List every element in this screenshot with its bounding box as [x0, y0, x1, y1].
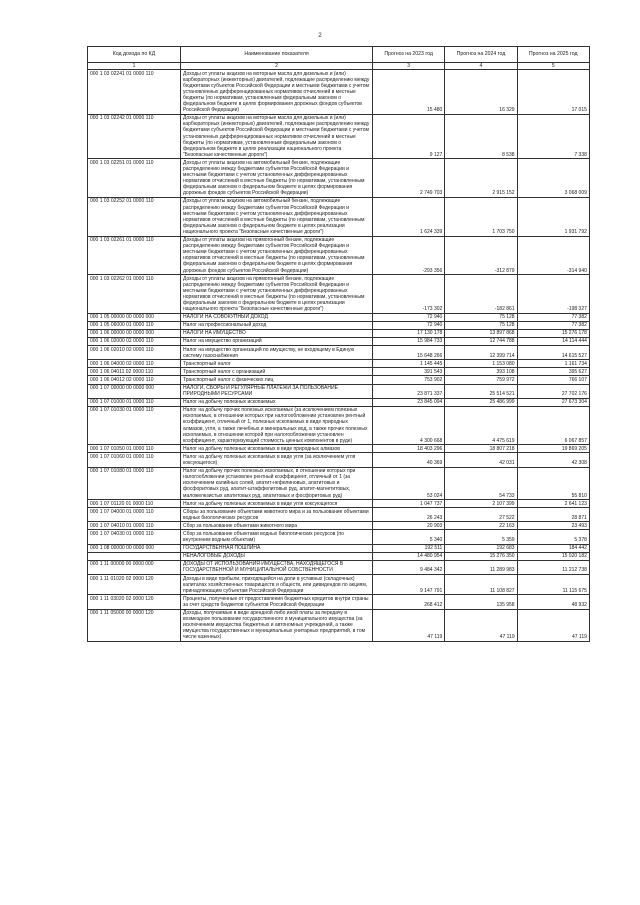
row-forecast-2024: 42 031 [445, 453, 517, 467]
row-forecast-2024: 75 128 [445, 313, 517, 321]
table-row [88, 575, 590, 595]
row-forecast-2023: 1 145 445 [373, 360, 445, 368]
row-forecast-2025: 27 673 304 [517, 398, 589, 406]
table-row [88, 595, 590, 609]
row-code: 000 1 07 01120 01 0000 110 [88, 500, 181, 508]
row-forecast-2025: 15 020 182 [517, 552, 589, 560]
row-code: 000 1 07 01050 01 0000 110 [88, 445, 181, 453]
row-forecast-2023: -293 356 [373, 236, 445, 275]
row-name: Налог на добычу полезных ископаемых в виде угля коксующегося [181, 500, 373, 508]
row-code: 000 1 06 02010 02 0000 110 [88, 346, 181, 360]
row-forecast-2025: 47 119 [517, 609, 589, 641]
row-name: Доходы от уплаты акцизов на прямогонный бензин, подлежащие распределению между бюджетами субъектов Российской Федерации и местными бюджетами с учетом установленных дифференцированных нормативов отчислений в местные бюджеты (по нормативам, установленным федеральным законом о федеральном бюджете в целях формирования дорожных фондов субъектов Российской Федерации) [181, 236, 373, 275]
table-row [88, 552, 590, 560]
table-row [88, 313, 590, 321]
column-index: 5 [517, 63, 589, 70]
row-name: Доходы от уплаты акцизов на прямогонный бензин, подлежащие распределению между бюджетами субъектов Российской Федерации и местными бюджетами с учетом установленных дифференцированных нормативов отчислений в местные бюджеты (по нормативам, установленным федеральным законом о федеральном бюджете в целях реализации национального проекта "Безопасные качественные дороги") [181, 275, 373, 314]
table-row [88, 522, 590, 530]
row-forecast-2024: 192 683 [445, 544, 517, 552]
table-row [88, 467, 590, 499]
row-name: Проценты, полученные от предоставления бюджетных кредитов внутри страны за счет средств бюджетов субъектов Российской Федерации [181, 595, 373, 609]
table-row [88, 70, 590, 115]
row-forecast-2025: 11 115 675 [517, 575, 589, 595]
table-row [88, 609, 590, 641]
row-forecast-2023: 9 147 791 [373, 575, 445, 595]
row-forecast-2023: 15 648 266 [373, 346, 445, 360]
row-forecast-2023: 391 543 [373, 368, 445, 376]
row-code: 000 1 08 00000 00 0000 000 [88, 544, 181, 552]
header-code: Код дохода по КД [88, 47, 181, 63]
row-code: 000 1 07 04030 01 0000 110 [88, 530, 181, 544]
row-code: 000 1 11 03020 02 0000 120 [88, 595, 181, 609]
row-name: Налог на имущество организаций [181, 337, 373, 345]
row-name: Сбор за пользование объектами водных биологических ресурсов (по внутренним водным объектам) [181, 530, 373, 544]
row-code: 000 1 07 04010 01 0000 110 [88, 522, 181, 530]
row-forecast-2023: 40 369 [373, 453, 445, 467]
row-code: 000 1 06 04011 02 0000 110 [88, 368, 181, 376]
row-forecast-2025: 5 378 [517, 530, 589, 544]
row-code: 000 1 07 01030 01 0000 110 [88, 406, 181, 445]
row-forecast-2024: 11 108 827 [445, 575, 517, 595]
page-number: 2 [318, 33, 322, 39]
table-row [88, 360, 590, 368]
row-forecast-2023: 17 130 178 [373, 329, 445, 337]
table-row [88, 508, 590, 522]
table-row [88, 560, 590, 574]
row-code: 000 1 03 02242 01 0000 110 [88, 114, 181, 159]
row-forecast-2024: 2 915 152 [445, 159, 517, 198]
row-forecast-2024: 12 399 714 [445, 346, 517, 360]
row-forecast-2023: 192 511 [373, 544, 445, 552]
row-forecast-2024: 135 958 [445, 595, 517, 609]
row-forecast-2025: 1 931 792 [517, 197, 589, 236]
table-row [88, 346, 590, 360]
table-row [88, 445, 590, 453]
row-forecast-2025: 28 871 [517, 508, 589, 522]
table-row [88, 197, 590, 236]
row-forecast-2024: 1 703 750 [445, 197, 517, 236]
row-name: НАЛОГИ НА ИМУЩЕСТВО [181, 329, 373, 337]
row-code: 000 1 06 04000 02 0000 110 [88, 360, 181, 368]
table-row [88, 329, 590, 337]
row-name: Доходы от уплаты акцизов на автомобильный бензин, подлежащие распределению между бюджетами субъектов Российской Федерации и местными бюджетами с учетом установленных дифференцированных нормативов отчислений в местные бюджеты (по нормативам, установленным федеральным законом о федеральном бюджете в целях формирования дорожных фондов субъектов Российской Федерации) [181, 159, 373, 198]
table-row [88, 376, 590, 384]
row-forecast-2024: 4 475 619 [445, 406, 517, 445]
row-forecast-2024: 12 744 788 [445, 337, 517, 345]
row-forecast-2023: 9 127 [373, 114, 445, 159]
row-code: 000 1 06 02000 02 0000 110 [88, 337, 181, 345]
row-forecast-2024: 15 276 350 [445, 552, 517, 560]
table-row [88, 384, 590, 398]
row-forecast-2025: 77 382 [517, 313, 589, 321]
row-code: 000 1 03 02252 01 0000 110 [88, 197, 181, 236]
row-forecast-2024: 75 128 [445, 321, 517, 329]
row-name: ДОХОДЫ ОТ ИСПОЛЬЗОВАНИЯ ИМУЩЕСТВА, НАХОДЯЩЕГОСЯ В ГОСУДАРСТВЕННОЙ И МУНИЦИПАЛЬНОЙ СОБСТВЕННОСТИ [181, 560, 373, 574]
row-code: 000 1 03 02241 01 0000 110 [88, 70, 181, 115]
table-row [88, 114, 590, 159]
row-name: Доходы, получаемые в виде арендной либо иной платы за передачу в возмездное пользование государственного и муниципального имущества (за исключением имущества бюджетных и автономных учреждений, а также имущества государственных и муниципальных унитарных предприятий, в том числе казенных) [181, 609, 373, 641]
row-code: 000 1 07 01080 01 0000 110 [88, 467, 181, 499]
column-index: 3 [373, 63, 445, 70]
row-forecast-2025: 23 493 [517, 522, 589, 530]
table-row [88, 398, 590, 406]
row-forecast-2024: 16 329 [445, 70, 517, 115]
row-forecast-2024: 393 108 [445, 368, 517, 376]
row-forecast-2024: 5 359 [445, 530, 517, 544]
table-row [88, 500, 590, 508]
row-forecast-2024: 1 153 080 [445, 360, 517, 368]
row-forecast-2023: 20 903 [373, 522, 445, 530]
row-code: 000 1 07 01060 01 0000 110 [88, 453, 181, 467]
row-forecast-2025: 7 338 [517, 114, 589, 159]
row-forecast-2025: 15 276 178 [517, 329, 589, 337]
row-forecast-2023: 26 243 [373, 508, 445, 522]
row-forecast-2024: 27 522 [445, 508, 517, 522]
row-code: 000 1 06 00000 00 0000 000 [88, 329, 181, 337]
row-forecast-2023: 15 984 733 [373, 337, 445, 345]
row-name: Налог на профессиональный доход [181, 321, 373, 329]
row-name: Доходы от уплаты акцизов на моторные масла для дизельных и (или) карбюраторных (инжекторных) двигателей, подлежащие распределению между бюджетами субъектов Российской Федерации и местными бюджетами с учетом установленных дифференцированных нормативов отчислений в местные бюджеты (по нормативам, установленным федеральным законом о федеральном бюджете в целях реализации национального проекта "Безопасные качественные дороги") [181, 114, 373, 159]
row-forecast-2024: 22 163 [445, 522, 517, 530]
table-header-row [88, 47, 590, 63]
header-name: Наименование показателя [181, 47, 373, 63]
column-index: 1 [88, 63, 181, 70]
row-forecast-2023: 1 047 737 [373, 500, 445, 508]
row-forecast-2025: -314 940 [517, 236, 589, 275]
header-forecast-2025: Прогноз на 2025 год [517, 47, 589, 63]
row-forecast-2025: 395 627 [517, 368, 589, 376]
row-forecast-2025: 1 161 734 [517, 360, 589, 368]
row-name: Налог на добычу полезных ископаемых в виде угля (за исключением угля коксующегося) [181, 453, 373, 467]
row-name: НАЛОГИ, СБОРЫ И РЕГУЛЯРНЫЕ ПЛАТЕЖИ ЗА ПОЛЬЗОВАНИЕ ПРИРОДНЫМИ РЕСУРСАМИ [181, 384, 373, 398]
row-forecast-2023: 268 412 [373, 595, 445, 609]
row-code: 000 1 07 00000 00 0000 000 [88, 384, 181, 398]
table-row [88, 337, 590, 345]
row-code: 000 1 03 02262 01 0000 110 [88, 275, 181, 314]
row-forecast-2025: 14 615 527 [517, 346, 589, 360]
table-row [88, 159, 590, 198]
row-forecast-2023: 14 480 954 [373, 552, 445, 560]
row-forecast-2025: 6 067 857 [517, 406, 589, 445]
row-name: Налог на добычу прочих полезных ископаемых (за исключением полезных ископаемых, в отношении которых при налогообложении установлен рентный коэффициент, отличный от 1, полезных ископаемых в виде природных алмазов, угля, а также лечебных и минеральных вод, а также прочих полезных ископаемых, в отношении которой при налогообложении установлен коэффициент, характеризующий стоимость ценных компонентов в руде) [181, 406, 373, 445]
column-index: 4 [445, 63, 517, 70]
row-forecast-2025: 48 932 [517, 595, 589, 609]
table-row [88, 236, 590, 275]
row-forecast-2023: 1 624 339 [373, 197, 445, 236]
row-forecast-2025: 55 810 [517, 467, 589, 499]
table-row [88, 530, 590, 544]
row-code: 000 1 07 01000 01 0000 110 [88, 398, 181, 406]
row-forecast-2023: 2 749 703 [373, 159, 445, 198]
table-row [88, 321, 590, 329]
row-name: Транспортный налог с физических лиц [181, 376, 373, 384]
row-forecast-2025: 17 015 [517, 70, 589, 115]
row-name: Доходы от уплаты акцизов на автомобильный бензин, подлежащие распределению между бюджетами субъектов Российской Федерации и местными бюджетами с учетом установленных дифференцированных нормативов отчислений в местные бюджеты (по нормативам, установленным федеральным законом о федеральном бюджете в целях реализации национального проекта "Безопасные качественные дороги") [181, 197, 373, 236]
row-forecast-2024: 11 289 983 [445, 560, 517, 574]
table-row [88, 275, 590, 314]
row-forecast-2025: 77 382 [517, 321, 589, 329]
row-forecast-2024: 47 119 [445, 609, 517, 641]
row-name: Транспортный налог с организаций [181, 368, 373, 376]
row-code: 000 1 07 04000 01 0000 110 [88, 508, 181, 522]
row-forecast-2024: 2 107 399 [445, 500, 517, 508]
row-forecast-2025: 42 308 [517, 453, 589, 467]
row-forecast-2025: 11 212 738 [517, 560, 589, 574]
row-name: Сборы за пользование объектами животного мира и за пользование объектами водных биологических ресурсов [181, 508, 373, 522]
row-forecast-2024: 8 538 [445, 114, 517, 159]
column-index-row [88, 63, 590, 70]
row-code: 000 1 11 05000 00 0000 120 [88, 609, 181, 641]
row-forecast-2025: -198 327 [517, 275, 589, 314]
row-forecast-2023: -173 302 [373, 275, 445, 314]
table-row [88, 406, 590, 445]
row-forecast-2025: 3 068 009 [517, 159, 589, 198]
column-index: 2 [181, 63, 373, 70]
row-forecast-2023: 753 902 [373, 376, 445, 384]
row-name: Доходы от уплаты акцизов на моторные масла для дизельных и (или) карбюраторных (инжекторных) двигателей, подлежащие распределению между бюджетами субъектов Российской Федерации и местными бюджетами с учетом установленных дифференцированных нормативов отчислений в местные бюджеты (по нормативам, установленным федеральным законом о федеральном бюджете в целях формирования дорожных фондов субъектов Российской Федерации) [181, 70, 373, 115]
row-forecast-2023: 9 484 342 [373, 560, 445, 574]
row-code: 000 1 06 04012 02 0000 110 [88, 376, 181, 384]
row-forecast-2024: 25 486 999 [445, 398, 517, 406]
row-forecast-2025: 14 114 444 [517, 337, 589, 345]
header-forecast-2024: Прогноз на 2024 год [445, 47, 517, 63]
row-forecast-2023: 15 480 [373, 70, 445, 115]
row-forecast-2025: 2 641 123 [517, 500, 589, 508]
row-name: НАЛОГИ НА СОВОКУПНЫЙ ДОХОД [181, 313, 373, 321]
row-forecast-2024: 13 897 868 [445, 329, 517, 337]
row-code: 000 1 11 01020 02 0000 120 [88, 575, 181, 595]
row-name: Транспортный налог [181, 360, 373, 368]
row-name: Налог на добычу полезных ископаемых в виде природных алмазов [181, 445, 373, 453]
row-forecast-2024: 25 514 521 [445, 384, 517, 398]
row-forecast-2024: 759 972 [445, 376, 517, 384]
revenue-forecast-table [87, 46, 590, 642]
row-forecast-2024: 18 807 218 [445, 445, 517, 453]
row-code [88, 552, 181, 560]
row-name: Доходы в виде прибыли, приходящейся на доли в уставных (складочных) капиталах хозяйственных товариществ и обществ, или дивидендов по акциям, принадлежащим субъектам Российской Федерации [181, 575, 373, 595]
row-name: Сбор за пользование объектами животного мира [181, 522, 373, 530]
table-row [88, 453, 590, 467]
row-code: 000 1 05 06000 01 0000 110 [88, 321, 181, 329]
row-forecast-2024: -182 861 [445, 275, 517, 314]
row-code: 000 1 11 00000 00 0000 000 [88, 560, 181, 574]
row-forecast-2023: 4 300 668 [373, 406, 445, 445]
row-forecast-2023: 23 845 094 [373, 398, 445, 406]
row-forecast-2023: 23 871 337 [373, 384, 445, 398]
row-forecast-2023: 72 940 [373, 313, 445, 321]
row-forecast-2023: 53 024 [373, 467, 445, 499]
row-forecast-2023: 72 940 [373, 321, 445, 329]
row-name: ГОСУДАРСТВЕННАЯ ПОШЛИНА [181, 544, 373, 552]
row-forecast-2025: 27 702 176 [517, 384, 589, 398]
header-forecast-2023: Прогноз на 2023 год [373, 47, 445, 63]
row-forecast-2024: -312 879 [445, 236, 517, 275]
row-forecast-2025: 19 869 205 [517, 445, 589, 453]
row-forecast-2025: 766 107 [517, 376, 589, 384]
row-name: Налог на добычу прочих полезных ископаемых, в отношении которых при налогообложении установлен рентный коэффициент, отличный от 1 (за исключением калийных солей, апатит-нефелиновых, апатитовых и фосфоритовых руд, апатит-штаффелитовых руд, апатит-магнетитовых, маложелезистых апатитовых руд, апатитовых и фосфоритовых руд) [181, 467, 373, 499]
row-name: НЕНАЛОГОВЫЕ ДОХОДЫ [181, 552, 373, 560]
row-forecast-2023: 5 340 [373, 530, 445, 544]
row-code: 000 1 05 00000 00 0000 000 [88, 313, 181, 321]
table-row [88, 368, 590, 376]
row-name: Налог на добычу полезных ископаемых [181, 398, 373, 406]
row-forecast-2023: 18 403 296 [373, 445, 445, 453]
row-name: Налог на имущество организаций по имуществу, не входящему в Единую систему газоснабжения [181, 346, 373, 360]
row-forecast-2024: 54 733 [445, 467, 517, 499]
row-code: 000 1 03 02261 01 0000 110 [88, 236, 181, 275]
row-forecast-2023: 47 119 [373, 609, 445, 641]
row-forecast-2025: 184 442 [517, 544, 589, 552]
table-row [88, 544, 590, 552]
row-code: 000 1 03 02251 01 0000 110 [88, 159, 181, 198]
